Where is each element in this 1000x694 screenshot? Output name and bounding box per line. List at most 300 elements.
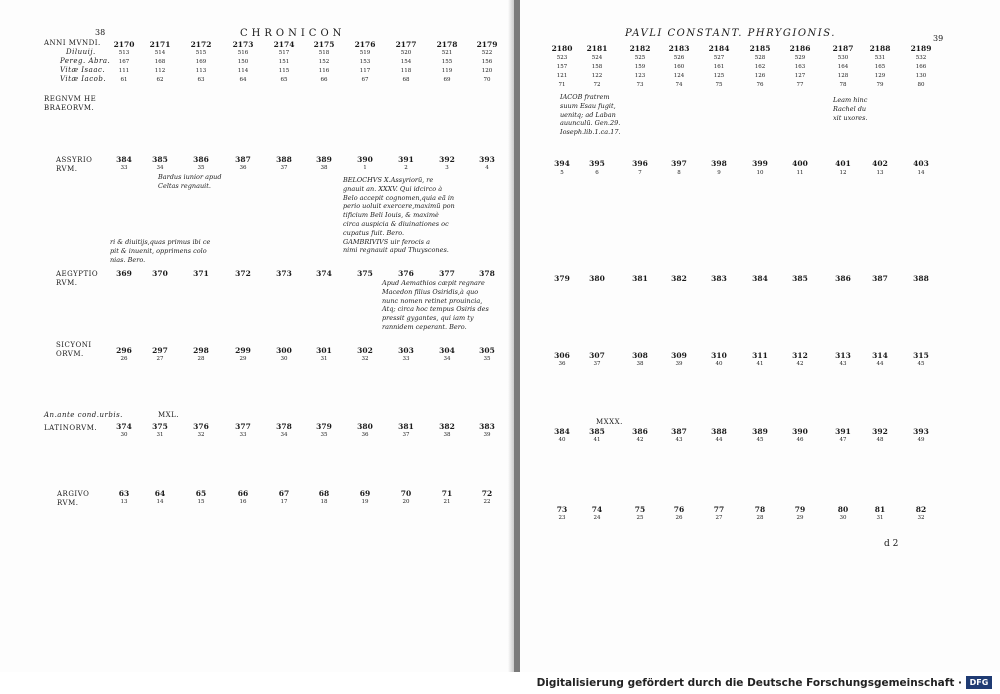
assyriorum-year: 403 (913, 159, 929, 168)
sicyoniorum-year: 312 (792, 351, 808, 360)
argivorum-subvalue: 25 (636, 515, 644, 521)
assyriorum-subvalue: 37 (280, 165, 288, 171)
argivorum-year: 63 (118, 489, 130, 498)
latinorum-year: 378 (276, 422, 292, 431)
aegyptiorum-year: 380 (589, 274, 605, 283)
latinorum-subvalue: 46 (796, 437, 804, 443)
argivorum-subvalue: 17 (280, 499, 288, 505)
sicyoniorum-year: 301 (316, 346, 332, 355)
argivorum-subvalue: 15 (197, 499, 205, 505)
anni-mundi-subvalue: 153 (359, 59, 371, 65)
dfg-logo: DFG (966, 676, 992, 689)
argivorum-subvalue: 28 (756, 515, 764, 521)
latinorum-year: 385 (589, 427, 605, 436)
regnum-hebraeorum-label: REGNVM HE BRAEORVM. (44, 95, 97, 112)
aegyptiorum-year: 370 (152, 269, 168, 278)
sicyoniorum-subvalue: 26 (120, 356, 128, 362)
anni-mundi-subvalue: 168 (154, 59, 166, 65)
anni-mundi-subvalue: 167 (118, 59, 130, 65)
argivorum-year: 81 (874, 505, 886, 514)
anni-mundi-subvalue: 164 (837, 64, 849, 70)
sublabel-vita-iacob: Vitæ Iacob. (60, 75, 107, 83)
assyriorum-year: 398 (711, 159, 727, 168)
assyriorum-subvalue: 38 (320, 165, 328, 171)
aegyptiorum-year: 372 (235, 269, 251, 278)
anni-mundi-subvalue: 63 (197, 77, 205, 83)
sicyoniorum-year: 308 (632, 351, 648, 360)
note-belochus: BELOCHVS X.Assyriorũ, re gnauit an. XXXV. Qui idcirco à Belo accepit cognomen,quia eã in perio uoluit exercere,maximũ pon tificium Beli Iouis, & maximè circa auspicia & diuinationes oc cupatus fuit. Bero. GAMBRIVIVS uir ferocis a nimi regnauit apud Thuyscones. (343, 176, 455, 255)
anni-mundi-subvalue: 161 (713, 64, 725, 70)
anni-mundi-year: 2181 (586, 44, 608, 53)
aegyptiorum-year: 381 (632, 274, 648, 283)
argivorum-subvalue: 18 (320, 499, 328, 505)
anni-mundi-subvalue: 518 (318, 50, 330, 56)
sublabel-vita-isaac: Vitæ Isaac. (60, 66, 106, 74)
anni-mundi-subvalue: 76 (756, 82, 764, 88)
latinorum-year: 382 (439, 422, 455, 431)
sicyoniorum-year: 297 (152, 346, 168, 355)
sicyoniorum-subvalue: 42 (796, 361, 804, 367)
assyriorum-subvalue: 14 (917, 170, 925, 176)
argivorum-subvalue: 31 (876, 515, 884, 521)
anni-mundi-subvalue: 119 (441, 68, 453, 74)
argivorum-year: 76 (673, 505, 685, 514)
assyriorum-year: 400 (792, 159, 808, 168)
anni-mundi-year: 2171 (149, 40, 171, 49)
sicyoniorum-subvalue: 45 (917, 361, 925, 367)
argivorum-subvalue: 23 (558, 515, 566, 521)
latinorum-subvalue: 36 (361, 432, 369, 438)
anni-mundi-subvalue: 162 (754, 64, 766, 70)
aegyptiorum-label: AEGYPTIO RVM. (56, 270, 99, 287)
latinorum-year: 377 (235, 422, 251, 431)
sicyoniorum-year: 305 (479, 346, 495, 355)
aegyptiorum-year: 382 (671, 274, 687, 283)
latinorum-subvalue: 39 (483, 432, 491, 438)
sublabel-peregrinatio: Pereg. Abra. (60, 57, 111, 65)
assyriorum-year: 394 (554, 159, 570, 168)
sicyoniorum-year: 309 (671, 351, 687, 360)
assyriorum-subvalue: 7 (638, 170, 642, 176)
argivorum-subvalue: 27 (715, 515, 723, 521)
anni-mundi-subvalue: 80 (917, 82, 925, 88)
argivorum-subvalue: 13 (120, 499, 128, 505)
signature-mark: d 2 (884, 539, 899, 549)
anni-mundi-subvalue: 522 (481, 50, 493, 56)
anni-mundi-year: 2170 (113, 40, 135, 49)
latinorum-year: 389 (752, 427, 768, 436)
assyriorum-year: 385 (152, 155, 168, 164)
sicyoniorum-subvalue: 32 (361, 356, 369, 362)
sicyoniorum-subvalue: 36 (558, 361, 566, 367)
latinorum-subvalue: 35 (320, 432, 328, 438)
left-running-title: CHRONICON (240, 28, 346, 39)
latinorum-year: 376 (193, 422, 209, 431)
note-iacob: IACOB fratrem suum Esau fugit, uenitq; ad Laban auunculũ. Gen.29. Ioseph.lib.1.ca.17. (560, 93, 621, 137)
assyriorum-subvalue: 36 (239, 165, 247, 171)
sicyoniorum-year: 315 (913, 351, 929, 360)
anni-mundi-subvalue: 67 (361, 77, 369, 83)
anni-mundi-subvalue: 532 (915, 55, 927, 61)
assyriorum-year: 388 (276, 155, 292, 164)
sicyoniorum-subvalue: 31 (320, 356, 328, 362)
anni-mundi-year: 2189 (910, 44, 932, 53)
anni-mundi-subvalue: 128 (837, 73, 849, 79)
argivorum-year: 64 (154, 489, 166, 498)
anni-mundi-year: 2174 (273, 40, 295, 49)
sicyoniorum-year: 298 (193, 346, 209, 355)
sicyoniorum-subvalue: 39 (675, 361, 683, 367)
argivorum-year: 69 (359, 489, 371, 498)
note-divitiis: ri & diuitijs,quas primus ibi ce pit & inuenit, opprimens colo nias. Bero. (110, 238, 211, 264)
book-gutter (514, 0, 520, 672)
latinorum-year: 388 (711, 427, 727, 436)
latinorum-subvalue: 31 (156, 432, 164, 438)
anni-mundi-subvalue: 74 (675, 82, 683, 88)
anni-mundi-year: 2178 (436, 40, 458, 49)
anni-mundi-subvalue: 121 (556, 73, 568, 79)
anni-mundi-subvalue: 69 (443, 77, 451, 83)
argivorum-year: 68 (318, 489, 330, 498)
anni-mundi-subvalue: 515 (195, 50, 207, 56)
assyriorum-year: 384 (116, 155, 132, 164)
anni-mundi-subvalue: 70 (483, 77, 491, 83)
assyriorum-year: 387 (235, 155, 251, 164)
assyriorum-label: ASSYRIO RVM. (56, 156, 93, 173)
argivorum-year: 65 (195, 489, 207, 498)
anni-mundi-year: 2176 (354, 40, 376, 49)
anni-mundi-subvalue: 73 (636, 82, 644, 88)
latinorum-label: LATINORVM. (44, 424, 98, 432)
sicyoniorum-subvalue: 37 (593, 361, 601, 367)
sicyoniorum-year: 314 (872, 351, 888, 360)
anni-mundi-subvalue: 513 (118, 50, 130, 56)
assyriorum-year: 386 (193, 155, 209, 164)
aegyptiorum-year: 369 (116, 269, 132, 278)
latinorum-year: 386 (632, 427, 648, 436)
anni-mundi-year: 2183 (668, 44, 690, 53)
latinorum-subvalue: 37 (402, 432, 410, 438)
assyriorum-subvalue: 12 (839, 170, 847, 176)
aegyptiorum-year: 374 (316, 269, 332, 278)
anni-mundi-subvalue: 166 (915, 64, 927, 70)
anni-mundi-subvalue: 158 (591, 64, 603, 70)
argivorum-label: ARGIVO RVM. (57, 490, 90, 507)
anni-mundi-subvalue: 526 (673, 55, 685, 61)
sicyoniorum-year: 306 (554, 351, 570, 360)
latinorum-year: 381 (398, 422, 414, 431)
anni-mundi-subvalue: 77 (796, 82, 804, 88)
aegyptiorum-year: 385 (792, 274, 808, 283)
sicyoniorum-year: 302 (357, 346, 373, 355)
assyriorum-subvalue: 9 (717, 170, 721, 176)
right-running-title: PAVLI CONSTANT. PHRYGIONIS. (625, 28, 836, 39)
sicyoniorum-year: 300 (276, 346, 292, 355)
argivorum-subvalue: 32 (917, 515, 925, 521)
assyriorum-subvalue: 34 (156, 165, 164, 171)
latinorum-year: 383 (479, 422, 495, 431)
latinorum-subvalue: 42 (636, 437, 644, 443)
anni-mundi-subvalue: 79 (876, 82, 884, 88)
anni-mundi-year: 2180 (551, 44, 573, 53)
anni-mundi-subvalue: 116 (318, 68, 330, 74)
anni-mundi-subvalue: 126 (754, 73, 766, 79)
anni-mundi-subvalue: 155 (441, 59, 453, 65)
sicyoniorum-subvalue: 41 (756, 361, 764, 367)
aegyptiorum-year: 386 (835, 274, 851, 283)
latinorum-year: 379 (316, 422, 332, 431)
anni-mundi-subvalue: 531 (874, 55, 886, 61)
latinorum-year: 380 (357, 422, 373, 431)
anni-mundi-subvalue: 521 (441, 50, 453, 56)
aegyptiorum-year: 377 (439, 269, 455, 278)
aegyptiorum-year: 379 (554, 274, 570, 283)
argivorum-year: 72 (481, 489, 493, 498)
latinorum-subvalue: 34 (280, 432, 288, 438)
sublabel-diluvii: Diluuij. (66, 48, 96, 56)
aegyptiorum-year: 371 (193, 269, 209, 278)
anni-mundi-subvalue: 75 (715, 82, 723, 88)
assyriorum-subvalue: 4 (485, 165, 489, 171)
sicyoniorum-subvalue: 34 (443, 356, 451, 362)
argivorum-subvalue: 21 (443, 499, 451, 505)
sicyoniorum-year: 299 (235, 346, 251, 355)
argivorum-year: 80 (837, 505, 849, 514)
assyriorum-subvalue: 1 (363, 165, 367, 171)
sicyoniorum-subvalue: 28 (197, 356, 205, 362)
argivorum-year: 77 (713, 505, 725, 514)
argivorum-year: 71 (441, 489, 453, 498)
argivorum-subvalue: 24 (593, 515, 601, 521)
anni-mundi-subvalue: 118 (400, 68, 412, 74)
argivorum-subvalue: 22 (483, 499, 491, 505)
anni-mundi-subvalue: 169 (195, 59, 207, 65)
argivorum-year: 78 (754, 505, 766, 514)
anni-mundi-subvalue: 527 (713, 55, 725, 61)
note-bardus: Bardus iunior apud Celtas regnauit. (158, 173, 222, 190)
anni-mundi-year: 2185 (749, 44, 771, 53)
latinorum-year: 390 (792, 427, 808, 436)
assyriorum-year: 390 (357, 155, 373, 164)
latinorum-year: 387 (671, 427, 687, 436)
anni-mundi-subvalue: 529 (794, 55, 806, 61)
anni-mundi-subvalue: 120 (481, 68, 493, 74)
assyriorum-subvalue: 3 (445, 165, 449, 171)
latinorum-subvalue: 43 (675, 437, 683, 443)
sicyoniorum-subvalue: 29 (239, 356, 247, 362)
sicyoniorum-subvalue: 40 (715, 361, 723, 367)
anni-mundi-subvalue: 160 (673, 64, 685, 70)
assyriorum-year: 397 (671, 159, 687, 168)
aegyptiorum-year: 373 (276, 269, 292, 278)
assyriorum-year: 401 (835, 159, 851, 168)
assyriorum-year: 389 (316, 155, 332, 164)
left-page-number: 38 (95, 28, 106, 37)
sicyoniorum-subvalue: 38 (636, 361, 644, 367)
latinorum-year: 391 (835, 427, 851, 436)
anni-mundi-subvalue: 113 (195, 68, 207, 74)
assyriorum-year: 399 (752, 159, 768, 168)
latinorum-subvalue: 33 (239, 432, 247, 438)
aegyptiorum-year: 388 (913, 274, 929, 283)
note-leam-rachel: Leam hinc Rachel du xit uxores. (833, 96, 868, 122)
latinorum-subvalue: 40 (558, 437, 566, 443)
anni-mundi-subvalue: 66 (320, 77, 328, 83)
sicyoniorum-year: 310 (711, 351, 727, 360)
anni-mundi-subvalue: 129 (874, 73, 886, 79)
assyriorum-year: 402 (872, 159, 888, 168)
latinorum-subvalue: 41 (593, 437, 601, 443)
assyriorum-subvalue: 8 (677, 170, 681, 176)
assyriorum-year: 395 (589, 159, 605, 168)
argivorum-year: 73 (556, 505, 568, 514)
assyriorum-year: 396 (632, 159, 648, 168)
anni-mundi-subvalue: 114 (237, 68, 249, 74)
anni-mundi-subvalue: 519 (359, 50, 371, 56)
sicyoniorum-year: 303 (398, 346, 414, 355)
anni-mundi-subvalue: 524 (591, 55, 603, 61)
argivorum-subvalue: 16 (239, 499, 247, 505)
argivorum-subvalue: 30 (839, 515, 847, 521)
latinorum-subvalue: 30 (120, 432, 128, 438)
sicyoniorum-label: SICYONI ORVM. (56, 341, 92, 358)
anni-mundi-year: 2177 (395, 40, 417, 49)
latinorum-subvalue: 48 (876, 437, 884, 443)
aegyptiorum-year: 376 (398, 269, 414, 278)
anni-mundi-subvalue: 115 (278, 68, 290, 74)
anni-mundi-subvalue: 111 (118, 68, 130, 74)
sicyoniorum-subvalue: 43 (839, 361, 847, 367)
anni-mundi-year: 2184 (708, 44, 730, 53)
sicyoniorum-subvalue: 35 (483, 356, 491, 362)
assyriorum-subvalue: 11 (796, 170, 804, 176)
anni-mundi-subvalue: 150 (237, 59, 249, 65)
anni-mundi-subvalue: 117 (359, 68, 371, 74)
latinorum-year: 392 (872, 427, 888, 436)
aegyptiorum-year: 375 (357, 269, 373, 278)
latinorum-subvalue: 45 (756, 437, 764, 443)
anni-mundi-label: ANNI MVNDI. (44, 39, 101, 47)
anni-mundi-subvalue: 520 (400, 50, 412, 56)
footer-bar (0, 672, 1000, 694)
assyriorum-subvalue: 13 (876, 170, 884, 176)
assyriorum-subvalue: 33 (120, 165, 128, 171)
sicyoniorum-year: 311 (752, 351, 768, 360)
anni-mundi-subvalue: 528 (754, 55, 766, 61)
anni-mundi-year: 2179 (476, 40, 498, 49)
aegyptiorum-year: 383 (711, 274, 727, 283)
anni-mundi-subvalue: 123 (634, 73, 646, 79)
anni-mundi-subvalue: 62 (156, 77, 164, 83)
anni-mundi-year: 2186 (789, 44, 811, 53)
anni-mundi-year: 2187 (832, 44, 854, 53)
anni-mundi-subvalue: 514 (154, 50, 166, 56)
assyriorum-subvalue: 5 (560, 170, 564, 176)
latinorum-subvalue: 44 (715, 437, 723, 443)
right-page-number: 39 (933, 34, 944, 43)
footer-credit: Digitalisierung gefördert durch die Deutsche Forschungsgemeinschaft · (536, 677, 962, 689)
anni-mundi-subvalue: 151 (278, 59, 290, 65)
mxl-label: MXL. (158, 411, 180, 419)
anni-mundi-year: 2182 (629, 44, 651, 53)
sicyoniorum-year: 296 (116, 346, 132, 355)
anni-mundi-subvalue: 78 (839, 82, 847, 88)
latinorum-subvalue: 38 (443, 432, 451, 438)
anni-mundi-subvalue: 68 (402, 77, 410, 83)
anni-mundi-subvalue: 71 (558, 82, 566, 88)
sicyoniorum-year: 304 (439, 346, 455, 355)
anni-mundi-year: 2172 (190, 40, 212, 49)
anni-mundi-subvalue: 525 (634, 55, 646, 61)
anni-mundi-subvalue: 124 (673, 73, 685, 79)
argivorum-subvalue: 26 (675, 515, 683, 521)
assyriorum-subvalue: 35 (197, 165, 205, 171)
anni-mundi-subvalue: 530 (837, 55, 849, 61)
anni-mundi-subvalue: 156 (481, 59, 493, 65)
latinorum-subvalue: 47 (839, 437, 847, 443)
anni-mundi-subvalue: 64 (239, 77, 247, 83)
sicyoniorum-subvalue: 27 (156, 356, 164, 362)
argivorum-subvalue: 19 (361, 499, 369, 505)
anni-mundi-year: 2175 (313, 40, 335, 49)
aegyptiorum-year: 387 (872, 274, 888, 283)
anni-mundi-subvalue: 127 (794, 73, 806, 79)
anni-mundi-year: 2173 (232, 40, 254, 49)
argivorum-year: 75 (634, 505, 646, 514)
argivorum-year: 82 (915, 505, 927, 514)
ante-cond-urbis-label: An.ante cond.urbis. (44, 411, 123, 419)
anni-mundi-subvalue: 157 (556, 64, 568, 70)
anni-mundi-subvalue: 130 (915, 73, 927, 79)
sicyoniorum-subvalue: 44 (876, 361, 884, 367)
argivorum-subvalue: 29 (796, 515, 804, 521)
latinorum-year: 374 (116, 422, 132, 431)
aegyptiorum-year: 378 (479, 269, 495, 278)
argivorum-year: 79 (794, 505, 806, 514)
anni-mundi-subvalue: 523 (556, 55, 568, 61)
sicyoniorum-subvalue: 33 (402, 356, 410, 362)
assyriorum-year: 392 (439, 155, 455, 164)
note-apud-aemathios: Apud Aemathios cæpit regnare Macedon filius Osiridis,à quo nunc nomen retinet prouincia, Atq; circa hoc tempus Osiris des pressit gygantes, qui iam ty rannidem ceperant. Bero. (382, 279, 489, 331)
latinorum-subvalue: 49 (917, 437, 925, 443)
latinorum-year: 393 (913, 427, 929, 436)
anni-mundi-subvalue: 516 (237, 50, 249, 56)
mxxx-label: MXXX. (596, 418, 623, 426)
anni-mundi-subvalue: 154 (400, 59, 412, 65)
latinorum-year: 375 (152, 422, 168, 431)
anni-mundi-subvalue: 517 (278, 50, 290, 56)
anni-mundi-subvalue: 112 (154, 68, 166, 74)
argivorum-year: 66 (237, 489, 249, 498)
anni-mundi-subvalue: 159 (634, 64, 646, 70)
sicyoniorum-subvalue: 30 (280, 356, 288, 362)
assyriorum-year: 391 (398, 155, 414, 164)
anni-mundi-subvalue: 122 (591, 73, 603, 79)
argivorum-year: 74 (591, 505, 603, 514)
assyriorum-year: 393 (479, 155, 495, 164)
assyriorum-subvalue: 6 (595, 170, 599, 176)
aegyptiorum-year: 384 (752, 274, 768, 283)
anni-mundi-subvalue: 72 (593, 82, 601, 88)
anni-mundi-subvalue: 152 (318, 59, 330, 65)
sicyoniorum-year: 313 (835, 351, 851, 360)
anni-mundi-subvalue: 163 (794, 64, 806, 70)
assyriorum-subvalue: 10 (756, 170, 764, 176)
argivorum-year: 70 (400, 489, 412, 498)
argivorum-subvalue: 20 (402, 499, 410, 505)
assyriorum-subvalue: 2 (404, 165, 408, 171)
latinorum-year: 384 (554, 427, 570, 436)
